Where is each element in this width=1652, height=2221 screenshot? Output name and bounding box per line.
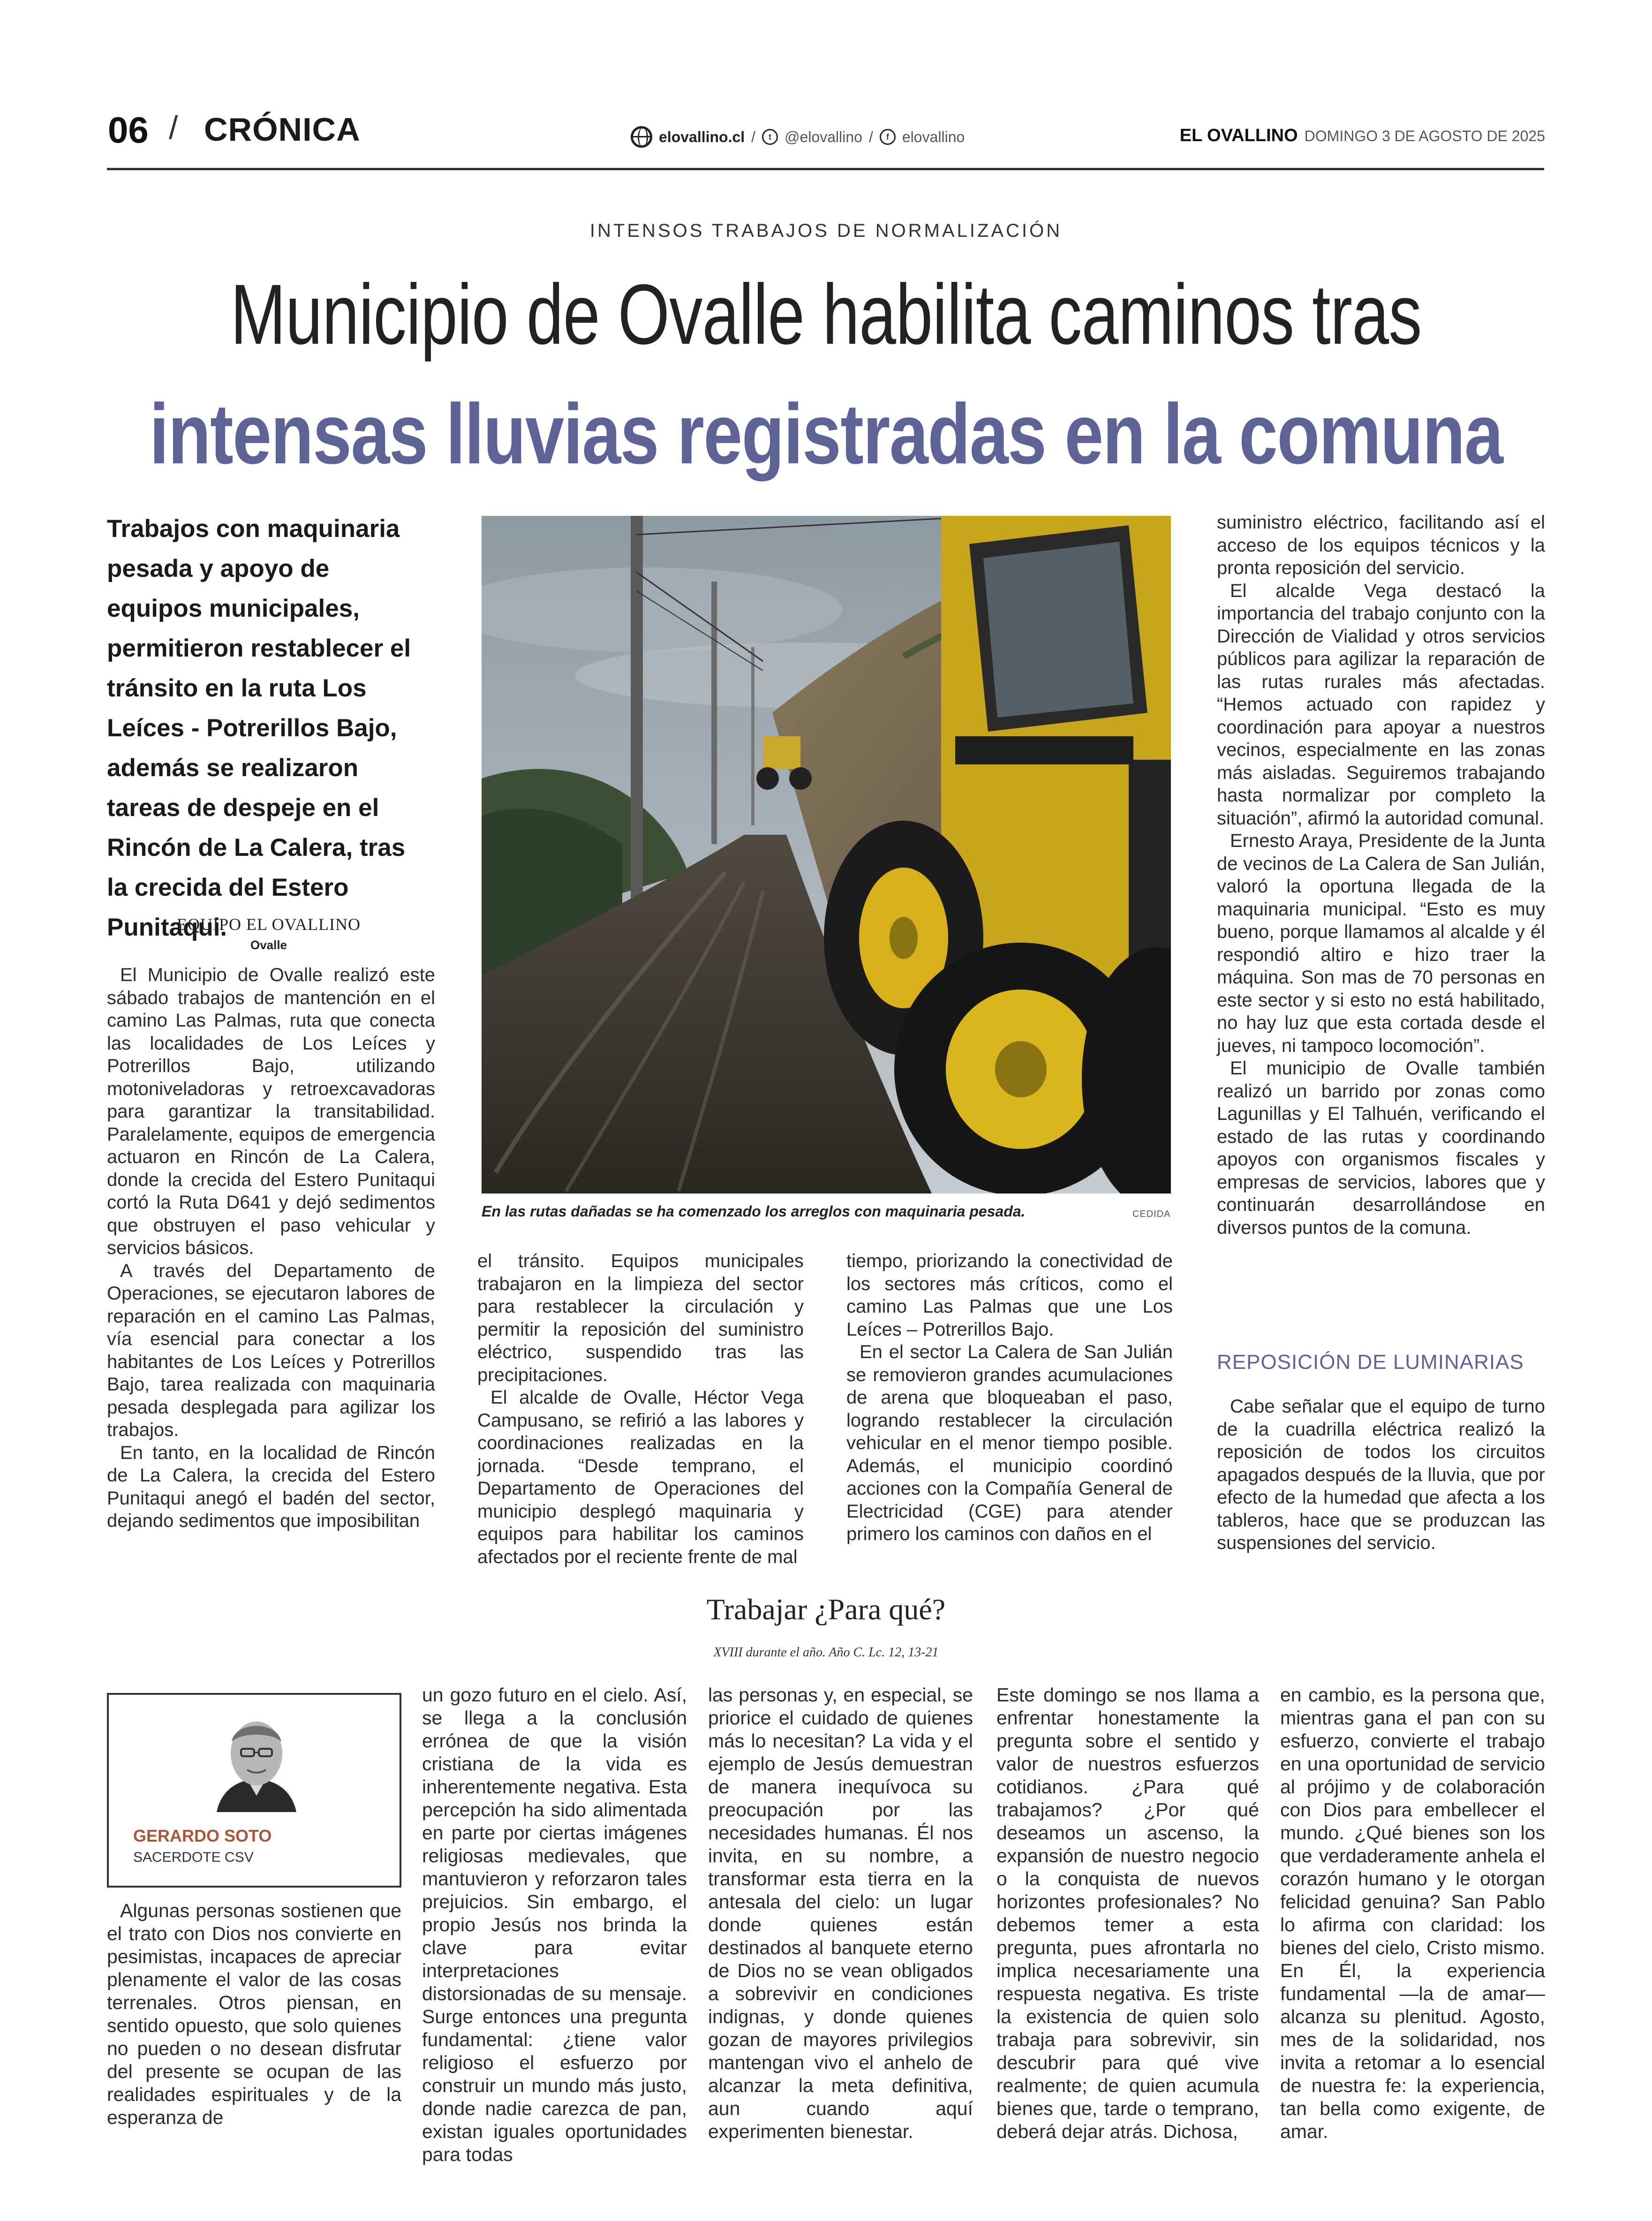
article-column-3	[846, 1250, 1173, 1546]
globe-icon	[631, 126, 652, 148]
paper-name: EL OVALLINO	[1179, 126, 1298, 145]
headline-line-1: Municipio de Ovalle habilita caminos tras	[230, 266, 1422, 362]
grader-photo-illustration	[482, 516, 1171, 1194]
photo-credit: CEDIDA	[1132, 1209, 1171, 1219]
headline-line-2: intensas lluvias registradas en la comuna	[149, 386, 1503, 482]
paragraph: Cabe señalar que el equipo de turno de la cuadrilla eléctrica realizó la reposición de todos los circuitos apagados después de la lluvia, que por efecto de la humedad que afecta a los tableros, hace que se produzcan las suspensiones del servicio.	[1217, 1396, 1545, 1553]
facebook-icon: f	[880, 129, 896, 145]
social-links	[631, 123, 965, 151]
byline: EQUIPO EL OVALLINO	[177, 915, 361, 934]
masthead	[1180, 126, 1545, 146]
paragraph: el tránsito. Equipos municipales trabajaron en la limpieza del sector para restablecer la circulación y permitir la reposición del suministro eléctrico, suspendido tras las precipitaciones.	[477, 1251, 804, 1385]
author-box	[107, 1693, 401, 1888]
author-name: GERARDO SOTO	[133, 1826, 272, 1845]
opinion-column-5	[1280, 1684, 1545, 2143]
paragraph: El alcalde de Ovalle, Héctor Vega Campusano, se refirió a las labores y coordinaciones realizadas en la jornada. “Desde temprano, el Departamento de Operaciones del municipio desplegó maquinaria y equipos para habilitar los caminos afectados por el reciente frente de mal	[477, 1387, 804, 1567]
article-lead: Trabajos con maquinaria pesada y apoyo de equipos municipales, permitieron restablecer el tránsito en la ruta Los Leíces - Potrerillos Bajo, además se realizaron tareas de despeje en el Rincón de La Calera, tras la crecida del Estero Punitaqui.	[107, 515, 411, 941]
article-photo	[482, 516, 1171, 1194]
social-divider: /	[868, 128, 873, 145]
article-column-4	[1217, 511, 1545, 1239]
section-subhead: REPOSICIÓN DE LUMINARIAS	[1217, 1351, 1524, 1374]
paragraph: Algunas personas sostienen que el trato con Dios nos convierte en pesimistas, incapaces de apreciar plenamente el valor de las cosas terrenales. Otros piensan, en sentido opuesto, que solo quienes no pueden o no desean disfrutar del presente se ocupan de las realidades espirituales y de la esperanza de	[107, 1900, 401, 2128]
paragraph: Ernesto Araya, Presidente de la Junta de vecinos de La Calera de San Julián, valoró la oportuna llegada de la maquinaria municipal. “Esto es muy bueno, porque llamamos al alcalde y él respondió altiro e hizo traer la máquina. Son mas de 70 personas en este sector y si esto no está habilitado, no hay luz que esta cortada desde el jueves, ni tampoco locomoción”.	[1217, 831, 1545, 1056]
header-divider: /	[169, 109, 178, 146]
author-role: SACERDOTE CSV	[133, 1850, 254, 1865]
twitter-handle[interactable]: @elovallino	[785, 128, 862, 145]
paragraph: El Municipio de Ovalle realizó este sábado trabajos de mantención en el camino Las Palmas, ruta que conecta las localidades de Los Leíces y Potrerillos Bajo, utilizando motoniveladoras y retroexcavadoras para garantizar la transitabilidad. Paralelamente, equipos de emergencia actuaron en Rincón de La Calera, donde la crecida del Estero Punitaqui cortó la Ruta D641 y dejó sedimentos que obstruyen el paso vehicular y servicios básicos.	[107, 965, 435, 1258]
paragraph: Este domingo se nos llama a enfrentar honestamente la pregunta sobre el sentido y valor de nuestros esfuerzos cotidianos. ¿Para qué trabajamos? ¿Por qué deseamos un ascenso, la expansión de nuestro negocio o la conquista de nuevos horizontes profesionales? No debemos temer a esta pregunta, pues afrontarla no implica necesariamente una respuesta negativa. Es triste la existencia de quien solo trabaja para sobrevivir, sin descubrir para qué vive realmente; de quien acumula bienes que, tarde o temprano, deberá dejar atrás. Dichosa,	[996, 1684, 1259, 2142]
article-column-4b	[1217, 1395, 1545, 1555]
paragraph: En el sector La Calera de San Julián se removieron grandes acumulaciones de arena que bloqueaban el paso, logrando restablecer la circulación vehicular en el menor tiempo posible. Además, el municipio coordinó acciones con la Compañía General de Electricidad (CGE) para atender primero los caminos con daños en el	[846, 1342, 1173, 1544]
twitter-icon: t	[762, 129, 778, 145]
paragraph: suministro eléctrico, facilitando así el acceso de los equipos técnicos y la pronta reposición del servicio.	[1217, 512, 1545, 578]
opinion-reference: XVIII durante el año. Año C. Lc. 12, 13-21	[713, 1645, 939, 1660]
article-kicker: INTENSOS TRABAJOS DE NORMALIZACIÓN	[589, 220, 1063, 241]
paragraph: El alcalde Vega destacó la importancia del trabajo conjunto con la Dirección de Vialidad y otros servicios públicos para agilizar la reparación de las rutas rurales más afectadas. “Hemos actuado con rapidez y coordinación para apoyar a nuestros vecinos, especialmente en las zonas más aisladas. Seguiremos trabajando hasta normalizar por completo la situación”, afirmó la autoridad comunal.	[1217, 580, 1545, 829]
facebook-handle[interactable]: elovallino	[902, 128, 965, 145]
paragraph: las personas y, en especial, se priorice el cuidado de quienes más lo necesitan? La vida y el ejemplo de Jesús demuestran de manera inequívoca su preocupación por las necesidades humanas. Él nos invita, en su nombre, a transformar esta tierra en la antesala del cielo: un lugar donde quienes están destinados al banquete eterno de Dios no se vean obligados a sobrevivir en condiciones indignas, y donde quienes gozan de mayores privilegios mantengan vivo el anhelo de alcanzar la meta definitiva, aun cuando aquí experimenten bienestar.	[708, 1684, 973, 2142]
author-portrait	[207, 1709, 306, 1812]
paragraph: en cambio, es la persona que, mientras gana el pan con su esfuerzo, convierte el trabajo en una oportunidad de servicio al prójimo y de colaboración con Dios para embellecer el mundo. ¿Qué bienes son los que verdaderamente anhela el corazón humano y le otorgan felicidad genuina? San Pablo lo afirma con claridad: los bienes del cielo, Cristo mismo. En Él, la experiencia fundamental —la de amar— alcanza su plenitud. Agosto, mes de la solidaridad, nos invita a retomar a lo esencial de nuestra fe: la experiencia, tan bella como exigente, de amar.	[1280, 1684, 1545, 2142]
paragraph: un gozo futuro en el cielo. Así, se llega a la conclusión errónea de que la visión cristiana de la vida es inherentemente negativa. Esta percepción ha sido alimentada en parte por ciertas imágenes religiosas medievales, que mantuvieron y reforzaron tales prejuicios. Sin embargo, el propio Jesús nos brinda la clave para evitar interpretaciones distorsionadas de su mensaje. Surge entonces una pregunta fundamental: ¿tiene valor religioso el esfuerzo por construir un mundo más justo, donde nadie carezca de pan, existan iguales oportunidades para todas	[422, 1684, 687, 2165]
header-rule	[107, 168, 1544, 170]
opinion-column-1	[107, 1899, 401, 2129]
paragraph: En tanto, en la localidad de Rincón de La Calera, la crecida del Estero Punitaqui anegó el badén del sector, dejando sedimentos que imposibilitan	[107, 1442, 435, 1531]
article-column-1	[107, 964, 435, 1533]
opinion-column-4	[996, 1684, 1259, 2143]
paragraph: El municipio de Ovalle también realizó un barrido por zonas como Lagunillas y El Talhuén, verificando el estado de las rutas y coordinando apoyos con organismos fiscales y empresas de servicios, labores que y continuarán desarrollándose en diversos puntos de la comuna.	[1217, 1058, 1545, 1238]
section-name: CRÓNICA	[204, 111, 361, 148]
opinion-column-3	[708, 1684, 973, 2143]
article-column-2	[477, 1250, 804, 1568]
page-number: 06	[108, 109, 149, 151]
social-divider: /	[751, 128, 756, 145]
issue-date: DOMINGO 3 DE AGOSTO DE 2025	[1304, 128, 1545, 144]
photo-caption: En las rutas dañadas se ha comenzado los arreglos con maquinaria pesada.	[482, 1203, 1026, 1220]
paragraph: A través del Departamento de Operaciones, se ejecutaron labores de reparación en el camino Las Palmas, vía esencial para conectar a los habitantes de Los Leíces y Potrerillos Bajo, tarea realizada con maquinaria pesada desplegada para agilizar los trabajos.	[107, 1260, 435, 1440]
paragraph: tiempo, priorizando la conectividad de los sectores más críticos, como el camino Las Palmas que une Los Leíces – Potrerillos Bajo.	[846, 1251, 1173, 1340]
website-link[interactable]: elovallino.cl	[659, 128, 745, 145]
byline-location: Ovalle	[250, 938, 287, 952]
opinion-column-2	[422, 1684, 687, 2166]
opinion-title: Trabajar ¿Para qué?	[706, 1593, 946, 1626]
